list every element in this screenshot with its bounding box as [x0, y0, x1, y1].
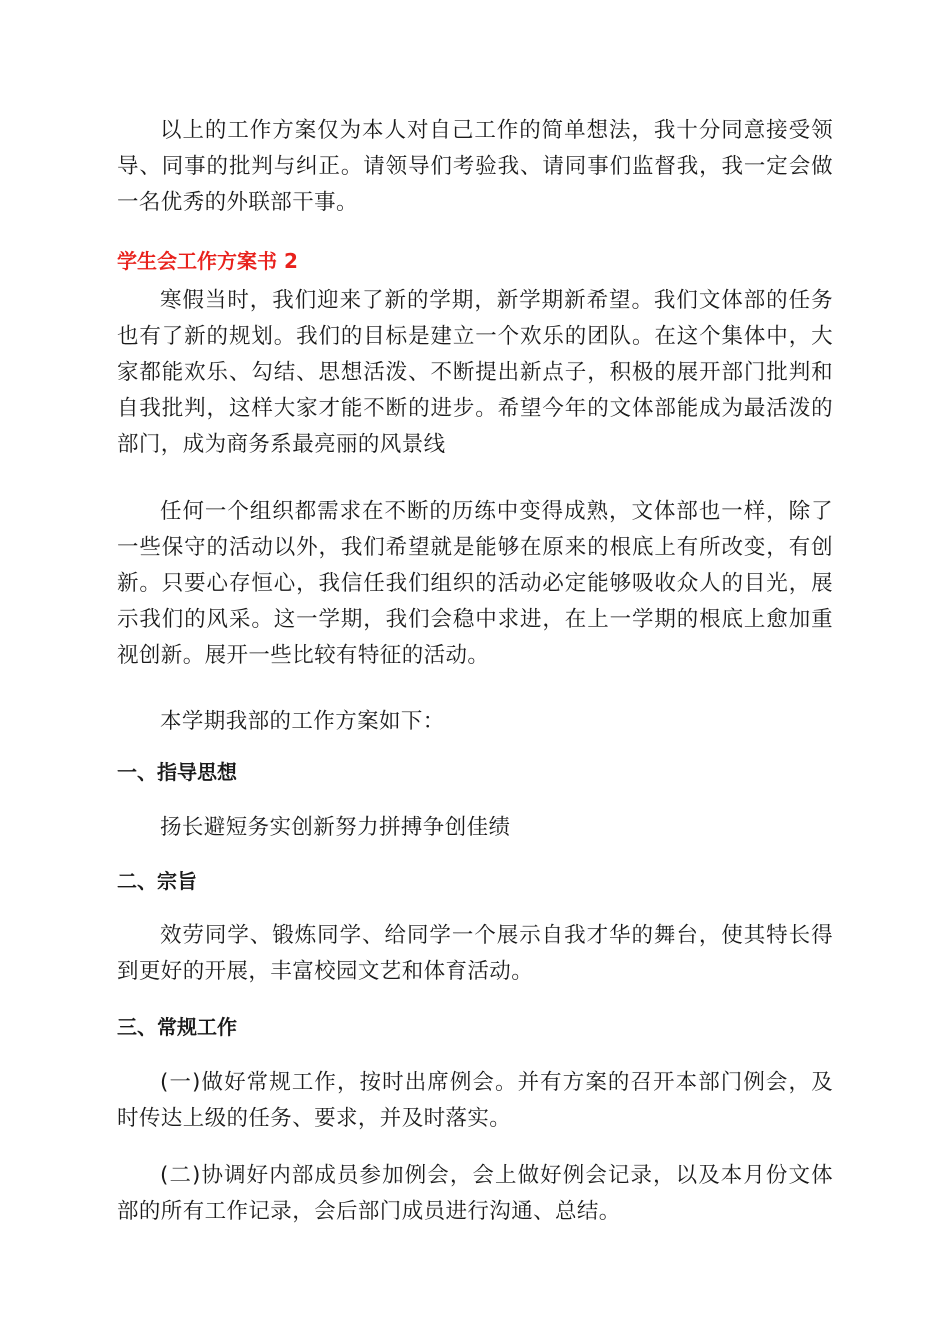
paragraph-purpose: 效劳同学、锻炼同学、给同学一个展示自我才华的舞台，使其特长得到更好的开展，丰富校园文艺和体育活动。: [117, 923, 833, 984]
paragraph-routine-2: (二)协调好内部成员参加例会，会上做好例会记录，以及本月份文体部的所有工作记录，会后部门成员进行沟通、总结。: [117, 1163, 833, 1224]
heading-routine-work: 三、常规工作: [117, 1015, 237, 1039]
heading-purpose: 二、宗旨: [117, 869, 197, 893]
paragraph-routine-1: (一)做好常规工作，按时出席例会。并有方案的召开本部门例会，及时传达上级的任务、要求，并及时落实。: [117, 1070, 833, 1131]
paragraph-motto: 扬长避短务实创新努力拼搏争创佳绩: [160, 815, 511, 840]
paragraph-plan-lead: 本学期我部的工作方案如下：: [160, 709, 445, 734]
paragraph-intro: 寒假当时，我们迎来了新的学期，新学期新希望。我们文体部的任务也有了新的规划。我们的目标是建立一个欢乐的团队。在这个集体中，大家都能欢乐、勾结、思想活泼、不断提出新点子，积极的展开部门批判和自我批判，这样大家才能不断的进步。希望今年的文体部能成为最活泼的部门，成为商务系最亮丽的风景线: [117, 288, 833, 457]
paragraph-closing: 以上的工作方案仅为本人对自己工作的简单想法，我十分同意接受领导、同事的批判与纠正。请领导们考验我、请同事们监督我，我一定会做一名优秀的外联部干事。: [117, 118, 833, 215]
section-title: 学生会工作方案书 2: [117, 249, 298, 273]
paragraph-innovation: 任何一个组织都需求在不断的历练中变得成熟，文体部也一样，除了一些保守的活动以外，我们希望就是能够在原来的根底上有所改变，有创新。只要心存恒心，我信任我们组织的活动必定能够吸收众人的目光，展示我们的风采。这一学期，我们会稳中求进，在上一学期的根底上愈加重视创新。展开一些比较有特征的活动。: [117, 499, 833, 668]
heading-guiding-idea: 一、指导思想: [117, 760, 237, 784]
